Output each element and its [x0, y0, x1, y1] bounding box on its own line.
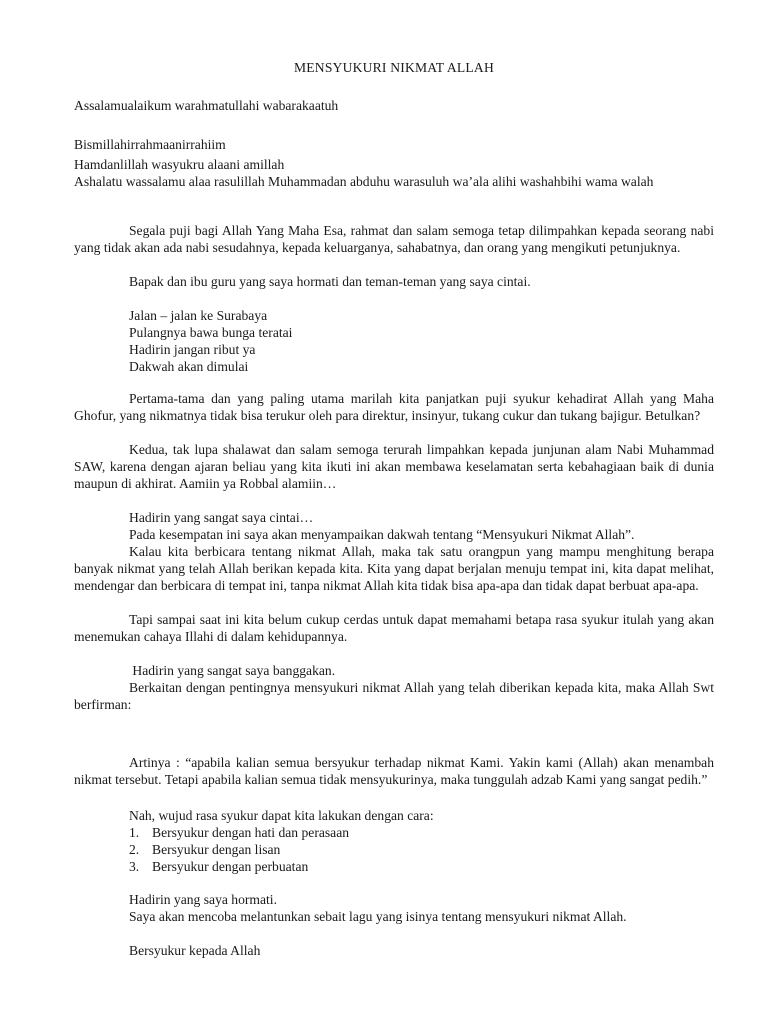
- pantun-line: Jalan – jalan ke Surabaya: [129, 308, 268, 323]
- pantun-line: Dakwah akan dimulai: [129, 359, 249, 374]
- paragraph: Bapak dan ibu guru yang saya hormati dan teman-teman yang saya cintai.: [129, 274, 531, 289]
- list-text: Bersyukur dengan lisan: [152, 842, 281, 857]
- list-item: [129, 824, 349, 841]
- paragraph: Hadirin yang saya hormati.: [129, 892, 277, 907]
- paragraph: Hadirin yang sangat saya cintai…: [129, 510, 314, 525]
- list-text: Bersyukur dengan perbuatan: [152, 859, 309, 874]
- paragraph: Pertama-tama dan yang paling utama marilah kita panjatkan puji syukur kehadirat Allah yang Maha Ghofur, yang nikmatnya tidak bisa terukur oleh para direktur, insinyur, tukang cukur dan tukang bajigur. Betulkan?: [74, 391, 714, 423]
- pantun-line: Hadirin jangan ribut ya: [129, 342, 256, 357]
- document-title: MENSYUKURI NIKMAT ALLAH: [294, 60, 494, 75]
- opening-line: Bismillahirrahmaanirrahiim: [74, 137, 226, 152]
- list-number: 2.: [129, 842, 140, 857]
- list-item: [129, 841, 349, 858]
- paragraph: Kalau kita berbicara tentang nikmat Allah, maka tak satu orangpun yang mampu menghitung berapa banyak nikmat yang telah Allah berikan kepada kita. Kita yang dapat berjalan menuju tempat ini, kita dapat melihat, mendengar dan berbicara di tempat ini, tanpa nikmat Allah kita tidak bisa apa-apa dan tidak dapat berbuat apa-apa.: [74, 544, 714, 593]
- salam-greeting: Assalamualaikum warahmatullahi wabarakaatuh: [74, 98, 339, 113]
- paragraph: Saya akan mencoba melantunkan sebait lagu yang isinya tentang mensyukuri nikmat Allah.: [129, 909, 627, 924]
- numbered-list: [129, 824, 349, 875]
- opening-line: Hamdanlillah wasyukru alaani amillah: [74, 157, 285, 172]
- paragraph: Kedua, tak lupa shalawat dan salam semoga terurah limpahkan kepada junjunan alam Nabi Muhammad SAW, karena dengan ajaran beliau yang kita ikuti ini akan membawa keselamatan serta kebahagiaan baik di dunia maupun di akhirat. Aamiin ya Robbal alamiin…: [74, 442, 714, 491]
- paragraph: Hadirin yang sangat saya banggakan.: [129, 663, 336, 678]
- paragraph: Nah, wujud rasa syukur dapat kita lakukan dengan cara:: [129, 808, 434, 823]
- pantun-line: Pulangnya bawa bunga teratai: [129, 325, 293, 340]
- list-number: 1.: [129, 825, 140, 840]
- list-item: [129, 858, 349, 875]
- list-number: 3.: [129, 859, 140, 874]
- paragraph: Tapi sampai saat ini kita belum cukup cerdas untuk dapat memahami betapa rasa syukur itulah yang akan menemukan cahaya Illahi di dalam kehidupannya.: [74, 612, 714, 644]
- paragraph: Bersyukur kepada Allah: [129, 943, 261, 958]
- opening-line: Ashalatu wassalamu alaa rasulillah Muhammadan abduhu warasuluh wa’ala alihi washahbihi wama walah: [74, 174, 654, 189]
- paragraph: Segala puji bagi Allah Yang Maha Esa, rahmat dan salam semoga tetap dilimpahkan kepada seorang nabi yang tidak akan ada nabi sesudahnya, kepada keluarganya, sahabatnya, dan orang yang mengikuti petunjuknya.: [74, 223, 714, 255]
- list-text: Bersyukur dengan hati dan perasaan: [152, 825, 350, 840]
- paragraph: Pada kesempatan ini saya akan menyampaikan dakwah tentang “Mensyukuri Nikmat Allah”.: [129, 527, 635, 542]
- pantun: [74, 307, 714, 375]
- paragraph: Berkaitan dengan pentingnya mensyukuri nikmat Allah yang telah diberikan kepada kita, maka Allah Swt berfirman:: [74, 680, 714, 712]
- paragraph: Artinya : “apabila kalian semua bersyukur terhadap nikmat Kami. Yakin kami (Allah) akan menambah nikmat tersebut. Tetapi apabila kalian semua tidak mensyukurinya, maka tunggulah adzab Kami yang sangat pedih.”: [74, 755, 714, 787]
